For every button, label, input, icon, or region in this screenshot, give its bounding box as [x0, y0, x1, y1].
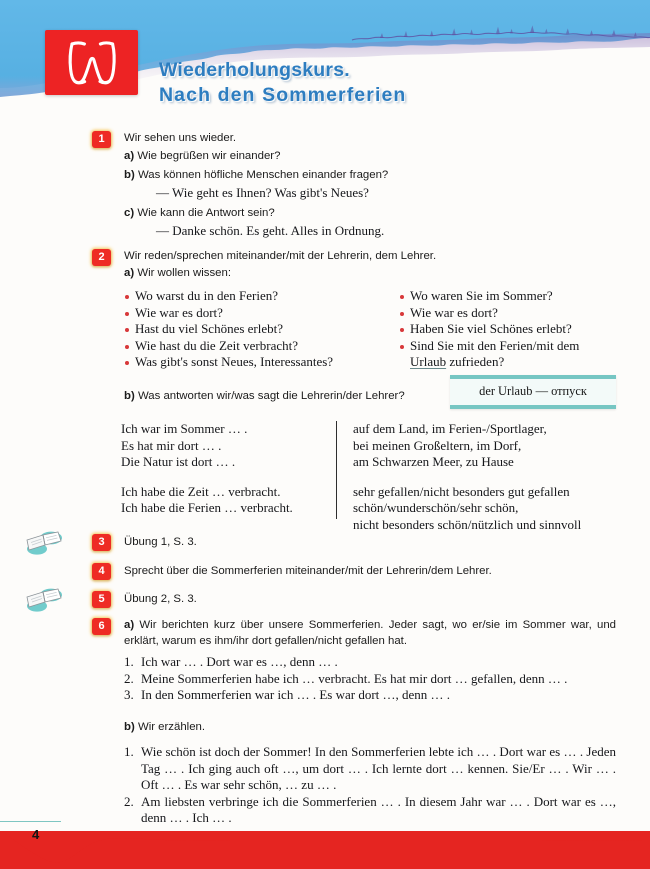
item-number: 2. — [124, 670, 134, 686]
exercise-badge-2: 2 — [92, 249, 111, 266]
list-item — [124, 687, 616, 704]
table-cell: Die Natur ist dort … . — [121, 454, 236, 469]
book-icon-3 — [20, 529, 67, 556]
list-item — [124, 354, 394, 371]
vocab-link-urlaub: Urlaub — [410, 354, 447, 369]
list-item-continuation — [399, 354, 639, 371]
page-header — [0, 0, 650, 130]
exercise-1-item-b — [124, 167, 544, 183]
list-item — [124, 338, 394, 355]
page-footer — [0, 809, 650, 869]
chapter-logo — [45, 30, 138, 95]
exercise-2-a-text: Wir wollen wissen: — [137, 267, 231, 280]
table-cell: Es hat mir dort … . — [121, 437, 222, 453]
spacer — [353, 471, 643, 484]
exercise-badge-4: 4 — [92, 563, 111, 580]
bullet-text: Was gibt's sonst Neues, Interessantes? — [135, 354, 334, 369]
item-number: 2. — [124, 793, 134, 809]
vocab-translation: отпуск — [551, 384, 587, 398]
list-item — [124, 305, 394, 322]
vocab-term: der Urlaub — [479, 384, 533, 398]
table-cell: Ich habe die Ferien … verbracht. — [121, 500, 293, 515]
table-right-column — [353, 421, 643, 533]
bullet-text: Wo warst du in den Ferien? — [135, 288, 278, 303]
bullet-text: Wo waren Sie im Sommer? — [410, 288, 553, 303]
vocabulary-box — [450, 375, 616, 409]
table-cell: Ich war im Sommer … . — [121, 421, 248, 436]
list-item — [124, 671, 616, 688]
bullet-text: Wie war es dort? — [410, 304, 498, 320]
table-cell: schön/wunderschön/sehr schön, — [353, 500, 519, 515]
exercise-2-b-label: b) — [124, 390, 135, 402]
exercise-6-a-items — [124, 654, 616, 704]
exercise-2-left-bullets — [124, 288, 394, 371]
list-item — [124, 654, 616, 671]
bullet-text: zufrieden? — [449, 354, 505, 369]
list-item — [399, 305, 639, 322]
table-divider — [336, 421, 337, 519]
open-book-icon — [20, 529, 67, 556]
bullet-text: Sind Sie mit den Ferien/mit dem — [410, 337, 580, 353]
task-4-text: Sprecht über die Sommerferien miteinander/mit der Lehrerin/dem Lehrer. — [124, 565, 492, 577]
item-text: Am liebsten verbringe ich die Sommerferien … . In diesem Jahr war … . Dort war es …, denn … . Ich … . — [141, 793, 616, 825]
bullet-text: Haben Sie viel Schönes erlebt? — [410, 321, 572, 336]
table-cell: am Schwarzen Meer, zu Hause — [353, 454, 514, 469]
exercise-badge-5: 5 — [92, 591, 111, 608]
exercise-2-b-text: Was antworten wir/was sagt die Lehrerin/der Lehrer? — [137, 390, 405, 402]
item-text: Ich war … . Dort war es …, denn … . — [141, 654, 338, 669]
list-item — [399, 288, 639, 305]
exercise-6-a-text: Wir berichten kurz über unsere Sommerferien. Jeder sagt, wo er/sie im Sommer war, und erklärt, warum es ihm/ihr dort gefallen/nicht gefallen hat. — [124, 619, 617, 648]
exercise-1-item-c — [124, 205, 544, 221]
book-icon-5 — [20, 586, 67, 613]
exercise-6-a-label: a) — [124, 619, 135, 631]
item-text: Meine Sommerferien habe ich … verbracht. Es hat mir dort … gefallen, denn … . — [141, 670, 568, 686]
page-number-rule — [0, 821, 61, 823]
footer-wave-band — [0, 809, 650, 869]
exercise-badge-1: 1 — [92, 131, 111, 148]
item-text: In den Sommerferien war ich … . Es war dort …, denn … . — [141, 687, 451, 702]
exercise-6-b-label: b) — [124, 721, 135, 733]
item-text: Wie schön ist doch der Sommer! In den Sommerferien lebte ich … . Dort war es … . Jeden Tag … . Ich ging auch oft …, um dort … . Ich lernte dort … kennen. Sie/Er … . Wir … . Oft … . Es war sehr schön, … zu … . — [141, 744, 616, 792]
exercise-6-b-intro — [124, 719, 564, 735]
exercise-2-intro: Wir reden/sprechen miteinander/mit der Lehrerin, dem Lehrer. — [124, 250, 437, 262]
exercise-1-c-text: Wie kann die Antwort sein? — [137, 206, 275, 219]
exercise-1-item-a — [124, 148, 544, 164]
exercise-6-b-text: Wir erzählen. — [137, 721, 206, 733]
table-cell: auf dem Land, im Ferien-/Sportlager, — [353, 421, 547, 436]
bullet-text: Wie hast du die Zeit verbracht? — [135, 337, 298, 353]
exercise-1-intro: Wir sehen uns wieder. — [124, 132, 237, 144]
list-item — [124, 744, 616, 794]
table-cell: sehr gefallen/nicht besonders gut gefallen — [353, 483, 570, 499]
table-cell: Ich habe die Zeit … verbracht. — [121, 483, 281, 499]
exercise-2-item-a — [124, 265, 564, 281]
list-item — [124, 288, 394, 305]
open-book-icon — [20, 586, 67, 613]
exercise-badge-6: 6 — [92, 618, 111, 635]
page-title-line1: Wiederholungskurs. — [159, 59, 350, 81]
exercise-1-a-label: a) — [124, 150, 135, 163]
exercise-1-b-label: b) — [124, 168, 135, 181]
exercise-2-header — [124, 248, 564, 282]
list-item — [124, 321, 394, 338]
exercise-6-a-intro — [124, 617, 616, 650]
exercise-1-a-text: Wie begrüßen wir einander? — [137, 150, 281, 163]
list-item — [399, 338, 639, 355]
spacer — [121, 471, 326, 484]
item-number: 3. — [124, 687, 134, 702]
page-number: 4 — [32, 827, 40, 842]
w-letter-icon — [45, 30, 138, 95]
exercise-2-a-label: a) — [124, 267, 135, 280]
vocab-dash: — — [535, 384, 548, 398]
exercise-1-b-answer: — Wie geht es Ihnen? Was gibt's Neues? — [156, 185, 369, 201]
exercise-1-b-text: Was können höfliche Menschen einander fragen? — [137, 168, 389, 181]
exercise-1-c-label: c) — [124, 206, 135, 219]
page-title — [159, 58, 406, 108]
exercise-2-right-bullets — [399, 288, 639, 371]
page-title-line2: Nach den Sommerferien — [159, 84, 407, 106]
task-3-text: Übung 1, S. 3. — [124, 536, 197, 548]
list-item — [399, 321, 639, 338]
table-left-column — [121, 421, 326, 517]
task-5-text: Übung 2, S. 3. — [124, 593, 197, 605]
exercise-1-body — [124, 130, 544, 240]
item-number: 1. — [124, 654, 134, 669]
bullet-text: Wie war es dort? — [135, 304, 223, 320]
table-cell: bei meinen Großeltern, im Dorf, — [353, 437, 522, 453]
phrase-table — [121, 421, 641, 532]
bullet-text: Hast du viel Schönes erlebt? — [135, 321, 284, 336]
exercise-badge-3: 3 — [92, 534, 111, 551]
item-number: 1. — [124, 744, 134, 759]
exercise-1-c-answer: — Danke schön. Es geht. Alles in Ordnung. — [156, 223, 385, 239]
exercise-2-item-b — [124, 388, 454, 404]
table-cell: nicht besonders schön/nützlich und sinnvoll — [353, 516, 582, 532]
